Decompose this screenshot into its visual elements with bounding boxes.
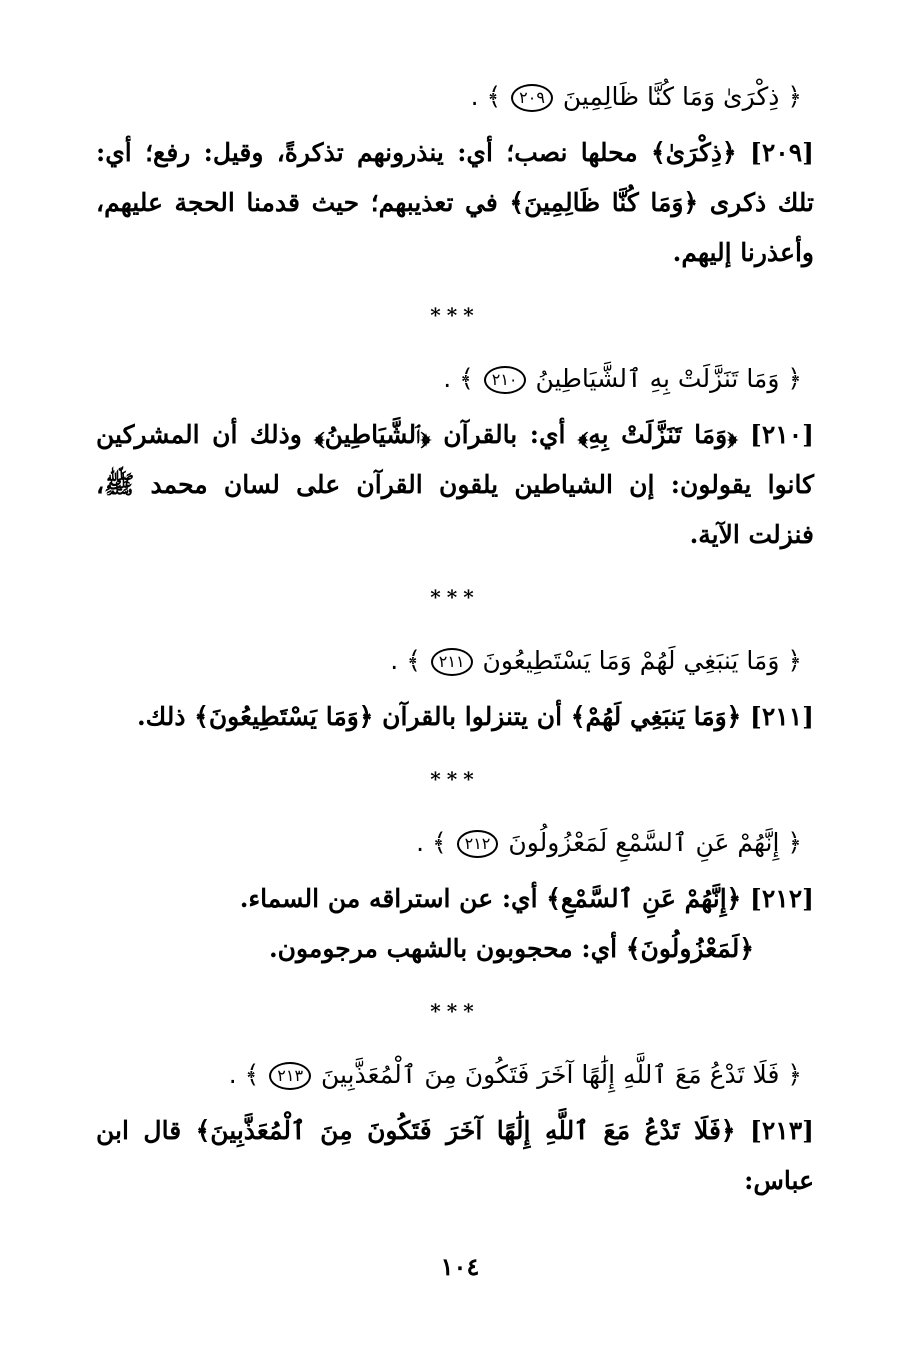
ayah-close: ﴾ .	[390, 646, 421, 675]
ayah-number-marker: ٢١١	[431, 648, 473, 676]
ayah-number-marker: ٢١٣	[269, 1062, 311, 1090]
section-separator: ***	[430, 585, 480, 609]
ayah-close: ﴾ .	[228, 1060, 260, 1089]
tafsir-210: [٢١٠] ﴿وَمَا تَنَزَّلَتْ بِهِ﴾ أي: بالقرآن ﴿ٱلشَّيَاطِينُ﴾ وذلك أن المشركين كانوا يقولون: إن الشياطين يلقون القرآن على لسان محمد ﷺ، فنزلت الآية.	[96, 420, 814, 549]
page-body	[96, 72, 814, 1212]
tafsir-209: [٢٠٩] ﴿ذِكْرَىٰ﴾ محلها نصب؛ أي: ينذرونهم تذكرةً، وقيل: رفع؛ أي: تلك ذكرى ﴿وَمَا كُنَّا ظَالِمِينَ﴾ في تعذيبهم؛ حيث قدمنا الحجة عليهم، وأعذرنا إليهم.	[96, 138, 814, 267]
ayah-text: ﴿ ذِكْرَىٰ وَمَا كُنَّا ظَالِمِينَ	[562, 82, 802, 111]
tafsir-213: [٢١٣] ﴿فَلَا تَدْعُ مَعَ ٱللَّهِ إِلَٰهًا آخَرَ فَتَكُونَ مِنَ ٱلْمُعَذَّبِينَ﴾ قال ابن عباس:	[96, 1116, 814, 1195]
ayah-close: ﴾ .	[416, 828, 447, 857]
tafsir-212	[96, 874, 814, 974]
tafsir-line: [٢١٢] ﴿إِنَّهُمْ عَنِ ٱلسَّمْعِ﴾ أي: عن استراقه من السماء.	[239, 884, 814, 913]
ayah-number-marker: ٢١٠	[484, 366, 526, 394]
section-separator: ***	[430, 303, 480, 327]
section-separator: ***	[430, 767, 480, 791]
ayah-text: ﴿ فَلَا تَدْعُ مَعَ ٱللَّهِ إِلَٰهًا آخَرَ فَتَكُونَ مِنَ ٱلْمُعَذَّبِينَ	[320, 1060, 802, 1089]
tafsir-line: ﴿لَمَعْزُولُونَ﴾ أي: محجوبون بالشهب مرجومون.	[268, 934, 754, 963]
ayah-212	[96, 818, 814, 868]
ayah-close: ﴾ .	[443, 364, 474, 393]
ayah-number-marker: ٢٠٩	[511, 84, 553, 112]
ayah-text: ﴿ وَمَا يَنبَغِي لَهُمْ وَمَا يَسْتَطِيعُونَ	[482, 646, 802, 675]
ayah-209	[96, 72, 814, 122]
ayah-text: ﴿ إِنَّهُمْ عَنِ ٱلسَّمْعِ لَمَعْزُولُونَ	[508, 828, 802, 857]
ayah-text: ﴿ وَمَا تَنَزَّلَتْ بِهِ ٱلشَّيَاطِينُ	[535, 364, 802, 393]
section-separator: ***	[430, 999, 480, 1023]
page-number: ١٠٤	[440, 1252, 480, 1281]
ayah-close: ﴾ .	[470, 82, 502, 111]
ayah-number-marker: ٢١٢	[457, 830, 499, 858]
ayah-213	[96, 1050, 814, 1100]
ayah-210	[96, 354, 814, 404]
tafsir-211: [٢١١] ﴿وَمَا يَنبَغِي لَهُمْ﴾ أن يتنزلوا بالقرآن ﴿وَمَا يَسْتَطِيعُونَ﴾ ذلك.	[136, 702, 814, 731]
ayah-211	[96, 636, 814, 686]
